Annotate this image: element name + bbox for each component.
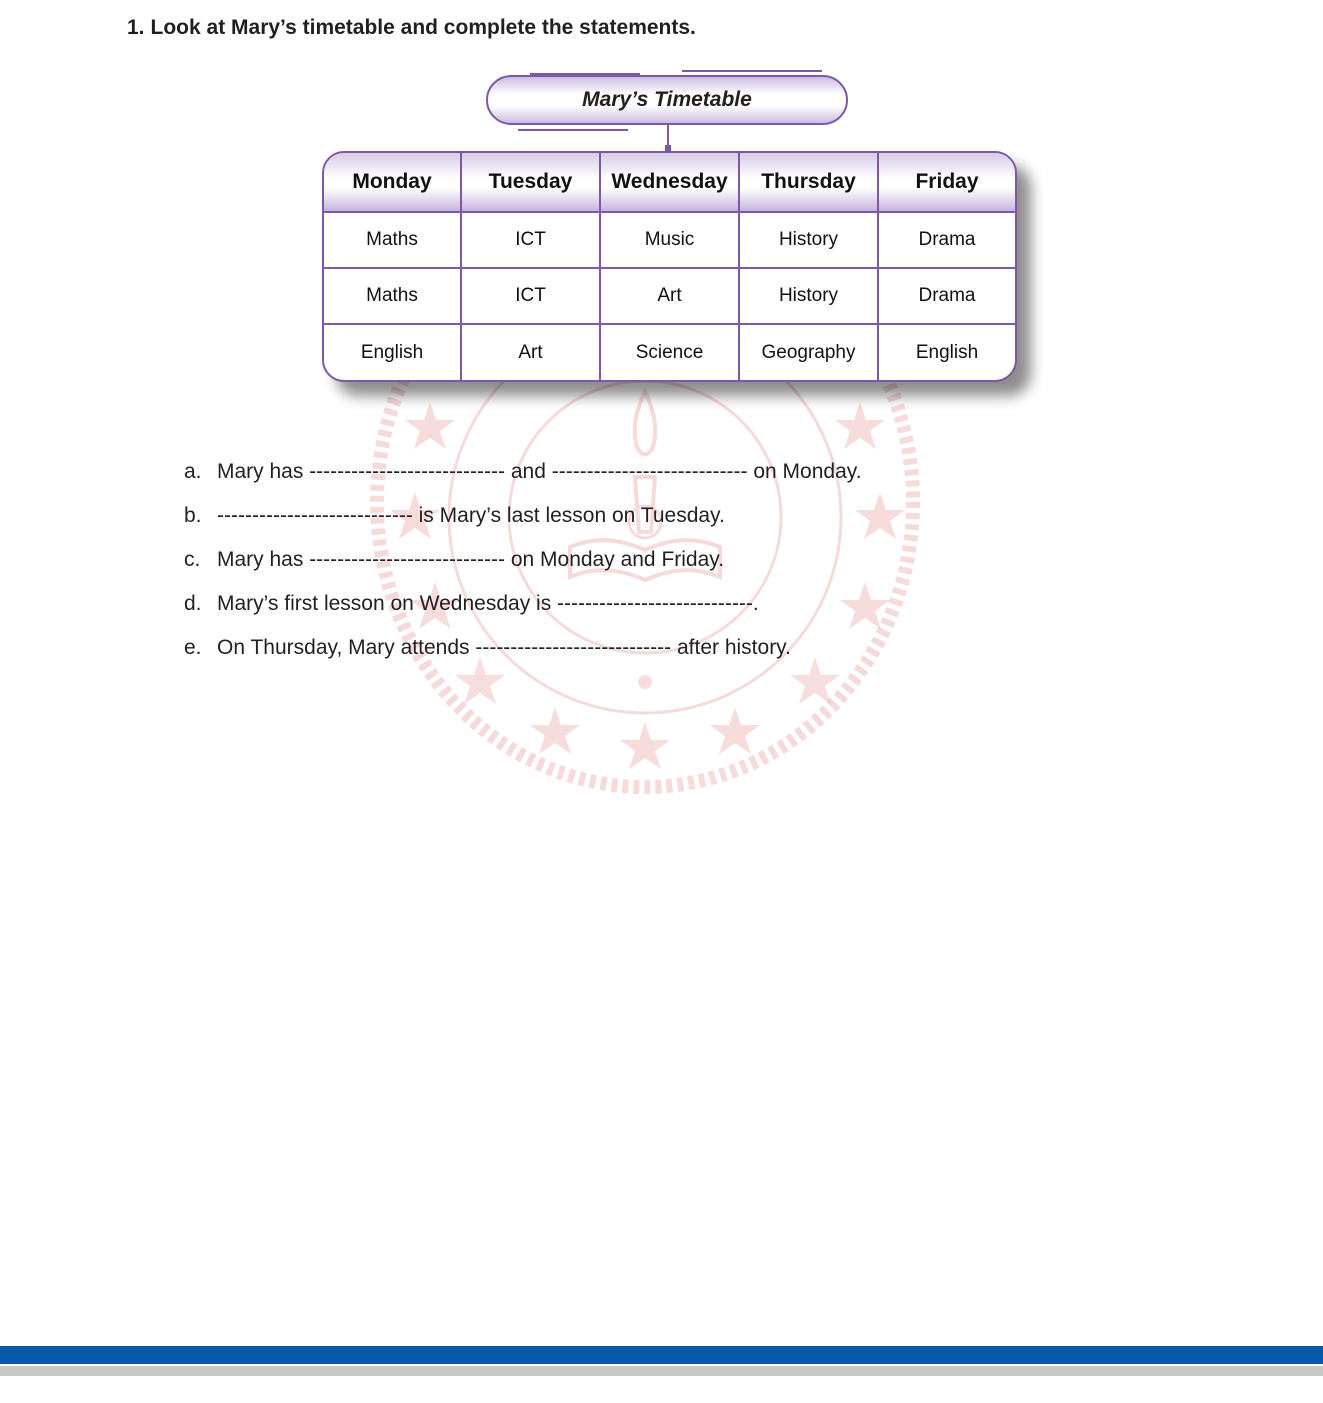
day-header-thursday: Thursday bbox=[740, 153, 879, 213]
footer-gray-bar bbox=[0, 1366, 1323, 1376]
day-header-monday: Monday bbox=[324, 153, 462, 213]
statement-b bbox=[184, 502, 862, 546]
day-header-tuesday: Tuesday bbox=[462, 153, 601, 213]
statement-text: Mary has ---------------------------- and ---------------------------- on Monday. bbox=[217, 460, 862, 483]
lesson-cell: Drama bbox=[879, 269, 1015, 325]
statement-letter: b. bbox=[184, 504, 202, 527]
question-number: 1. bbox=[127, 16, 145, 39]
statement-text: ---------------------------- is Mary’s last lesson on Tuesday. bbox=[217, 504, 725, 527]
lesson-cell: ICT bbox=[462, 269, 601, 325]
statement-letter: c. bbox=[184, 548, 201, 571]
lesson-cell: ICT bbox=[462, 213, 601, 269]
lesson-cell: Science bbox=[601, 325, 740, 380]
lesson-cell: History bbox=[740, 213, 879, 269]
statement-a bbox=[184, 458, 862, 502]
lesson-cell: Maths bbox=[324, 213, 462, 269]
day-header-wednesday: Wednesday bbox=[601, 153, 740, 213]
question-text: Look at Mary’s timetable and complete the statements. bbox=[150, 16, 696, 39]
statement-text: Mary has ---------------------------- on Monday and Friday. bbox=[217, 548, 725, 571]
statement-text: Mary’s first lesson on Wednesday is ----------------------------. bbox=[217, 592, 759, 615]
lesson-cell: English bbox=[324, 325, 462, 380]
lesson-cell: Geography bbox=[740, 325, 879, 380]
question-heading bbox=[127, 16, 696, 40]
lesson-cell: Maths bbox=[324, 269, 462, 325]
statement-letter: d. bbox=[184, 592, 202, 615]
timetable-title-plate bbox=[486, 70, 852, 150]
lesson-cell: Art bbox=[601, 269, 740, 325]
lesson-cell: Art bbox=[462, 325, 601, 380]
timetable-title: Mary’s Timetable bbox=[582, 88, 752, 111]
lesson-cell: Music bbox=[601, 213, 740, 269]
timetable bbox=[322, 151, 1017, 382]
lesson-cell: Drama bbox=[879, 213, 1015, 269]
lesson-cell: English bbox=[915, 341, 979, 363]
statement-list bbox=[184, 458, 862, 678]
statement-text: On Thursday, Mary attends ---------------------------- after history. bbox=[217, 636, 791, 659]
statement-letter: e. bbox=[184, 636, 202, 659]
footer-blue-bar bbox=[0, 1346, 1323, 1364]
statement-letter: a. bbox=[184, 460, 202, 483]
lesson-cell: History bbox=[740, 269, 879, 325]
statement-c bbox=[184, 546, 862, 590]
day-header-friday: Friday bbox=[879, 153, 1015, 213]
statement-e bbox=[184, 634, 862, 678]
timetable-title-banner bbox=[486, 75, 848, 125]
statement-d bbox=[184, 590, 862, 634]
